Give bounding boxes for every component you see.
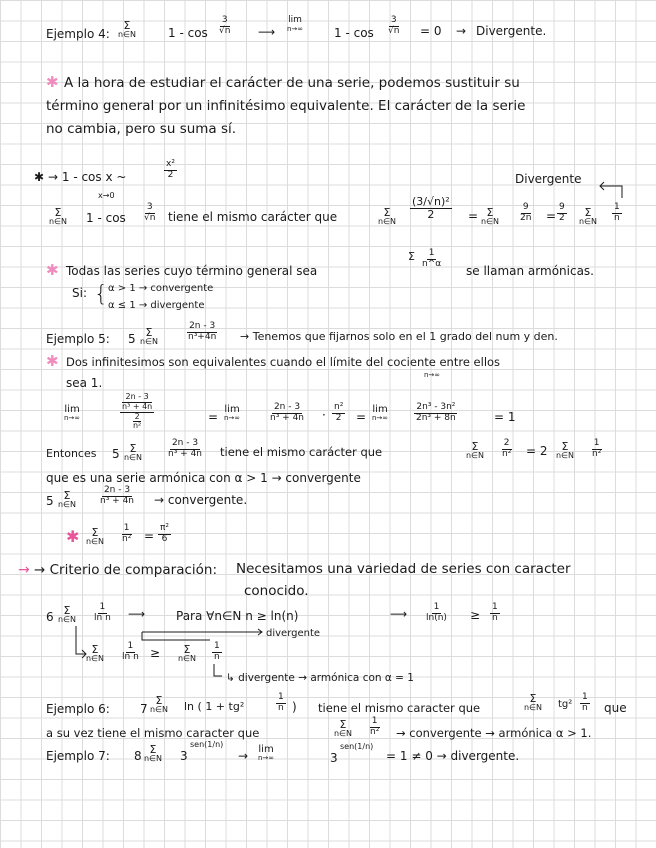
fraction: $\frac{9}{2}$	[559, 202, 565, 223]
hook-arrow	[600, 186, 622, 198]
fraction: $\frac{2n - 3}{\text{n³+4n}}$	[188, 321, 217, 342]
note-line: término general por un infinitésimo equivalente. El carácter de la serie	[46, 98, 526, 114]
sum-symbol: Σ	[408, 250, 415, 263]
limit: lim n→∞	[224, 404, 241, 422]
equivalence-text: → 1 - cos x ~	[48, 170, 127, 184]
equals: = 2	[526, 444, 548, 458]
term-text: 1 - cos	[334, 26, 374, 40]
criterion-text: conocido.	[244, 583, 309, 599]
coefficient: 5	[128, 332, 136, 346]
sum-symbol: Σ n∈N	[144, 743, 163, 763]
sum-symbol: Σ n∈N	[86, 526, 105, 546]
si-label: Si:	[72, 286, 87, 300]
fraction: $\frac{\text{π²}}{6}$	[160, 523, 170, 544]
fraction: $\frac{1}{n}$	[278, 692, 284, 713]
example-7-label: Ejemplo 7:	[46, 749, 110, 763]
entonces: Entonces	[46, 447, 97, 460]
sum-symbol: Σ n∈N	[178, 643, 197, 663]
para-text: Para ∀n∈N n ≥ ln(n)	[176, 609, 299, 623]
convergent-result: → convergente.	[154, 493, 248, 507]
base: 3	[180, 749, 188, 763]
arrow: ⟶	[390, 607, 408, 621]
sum-symbol: Σ n∈N	[556, 440, 575, 460]
example-5-label: Ejemplo 5:	[46, 332, 110, 346]
fraction: $\frac{1}{n}$	[582, 692, 588, 713]
l-arrow	[214, 664, 222, 676]
asterisk-icon: ✱	[66, 527, 80, 546]
sum-symbol: Σ n∈N	[58, 489, 77, 509]
sum-symbol: Σ n∈N	[86, 643, 105, 663]
sum-symbol: Σ n∈N	[334, 718, 353, 738]
text: tiene el mismo carácter que	[168, 210, 338, 224]
condition: x→0	[98, 191, 115, 200]
note-line: Dos infinitesimos son equivalentes cuando el límite del cociente entre ellos	[66, 355, 501, 369]
convergent-result: → convergente → armónica α > 1.	[396, 726, 592, 740]
exponent: sen(1/n)	[190, 740, 224, 749]
equals: =	[356, 410, 367, 424]
fraction: $\frac{1}{\text{ln n}}$	[94, 602, 111, 623]
limit-subscript: n→∞	[424, 371, 441, 379]
equals: =	[144, 529, 155, 543]
arrow: ⟶	[258, 25, 276, 39]
ge: ≥	[150, 646, 161, 660]
fraction: $\frac{3}{√n}$	[388, 15, 400, 36]
divergente-label: divergente	[266, 628, 321, 639]
fraction: $\frac{1}{n\^{}\alpha}$	[422, 248, 442, 269]
case-convergent: α > 1 → convergente	[108, 283, 214, 294]
fraction: $\frac{2n - 3}{\text{n³ + 4n}}$	[100, 485, 135, 506]
fraction: $\frac{1}{\text{n²}}$	[370, 716, 380, 737]
limit: lim n→∞	[258, 744, 275, 762]
sum-symbol: Σ n∈N	[58, 604, 77, 624]
term-text: 1 - cos	[86, 211, 126, 225]
sum-symbol: Σ n∈N	[49, 206, 68, 226]
divergent-result: ↳ divergente → armónica con α = 1	[226, 672, 414, 684]
compound-fraction: 2n - 3 n³ + 4n 2 n²	[122, 392, 153, 431]
ge: ≥	[470, 608, 481, 622]
fraction: $\frac{1}{n}$	[614, 202, 620, 223]
divergent-result: = 1 ≠ 0 → divergente.	[386, 749, 520, 763]
term-text: ln ( 1 + tg²	[184, 700, 245, 713]
fraction: $\frac{2}{\text{n²}}$	[502, 438, 512, 459]
asterisk-icon: ✱	[46, 261, 59, 279]
fraction: $\frac{9}{2n}$	[520, 202, 532, 223]
example-6-label: Ejemplo 6:	[46, 702, 110, 716]
asterisk-icon: ✱	[46, 352, 59, 370]
note-line: no cambia, pero su suma sí.	[46, 121, 237, 137]
arrow: →	[238, 749, 249, 763]
criterion-title: → → Criterio de comparación:	[18, 562, 218, 578]
arrow-text: → Tenemos que fijarnos solo en el 1 grado del num y den.	[240, 330, 558, 343]
term-text: 1 - cos	[168, 26, 208, 40]
exponent: sen(1/n)	[340, 742, 374, 751]
bracket-arrow	[142, 632, 210, 640]
divergente-label: Divergente	[515, 172, 582, 186]
sum-symbol: Σ n∈N	[524, 692, 543, 712]
bullet-mark: ✱	[34, 170, 45, 184]
sum-symbol: Σ n∈N	[378, 206, 397, 226]
harmonic-text: se llaman armónicas.	[466, 264, 594, 278]
sum-symbol: Σ n∈N	[124, 442, 143, 462]
conclusion: Divergente.	[476, 24, 547, 38]
limit: lim n→∞	[372, 404, 389, 422]
sum-symbol: Σ n∈N	[140, 326, 159, 346]
note-line: A la hora de estudiar el carácter de una serie, podemos sustituir su	[64, 75, 520, 91]
fraction: $\frac{\text{(3/√n)²}}{2}$	[412, 195, 450, 222]
fraction: $\frac{1}{\ln(n)}$	[426, 602, 447, 623]
example-4-label: Ejemplo 4:	[46, 27, 110, 41]
arrow: →	[456, 24, 467, 38]
fraction: $\frac{\text{2n³ - 3n²}}{\text{2n³ + 8n}}$	[416, 402, 456, 423]
fraction: $\frac{1}{\text{n²}}$	[592, 438, 602, 459]
coefficient: 8	[134, 749, 142, 763]
fraction: $\frac{\text{n²}}{2}$	[334, 402, 344, 423]
asterisk-icon: ✱	[46, 73, 59, 91]
fraction: $\frac{3}{√n}$	[144, 202, 156, 223]
equals: =	[468, 209, 479, 223]
arrow: ⟶	[128, 607, 146, 621]
sum-symbol: Σ n∈N	[466, 440, 485, 460]
term-text: tg²	[558, 699, 573, 710]
fraction: $\frac{2n - 3}{\text{n³ + 4n}}$	[168, 438, 203, 459]
fraction: $\frac{\text{x²}}{2}$	[166, 159, 175, 180]
close-paren: )	[292, 700, 297, 714]
text: a su vez tiene el mismo caracter que	[46, 726, 260, 740]
base: 3	[330, 751, 338, 765]
coefficient: 5	[112, 447, 120, 461]
sum-symbol: Σ n∈N	[579, 206, 598, 226]
result: = 1	[494, 410, 516, 424]
sum-symbol: Σ n∈N	[150, 694, 169, 714]
case-divergent: α ≤ 1 → divergente	[108, 300, 205, 311]
coefficient: 7	[140, 702, 148, 716]
harmonic-text: Todas las series cuyo término general sea	[66, 264, 318, 278]
equals: =	[208, 410, 219, 424]
coefficient: 5	[46, 494, 54, 508]
fraction: $\frac{3}{√n}$	[219, 15, 231, 36]
sum-symbol: Σ n∈N	[481, 206, 500, 226]
coefficient: 6	[46, 610, 54, 624]
fraction: $\frac{1}{n}$	[492, 602, 498, 623]
fraction: $\frac{1}{\text{n²}}$	[122, 523, 132, 544]
result: = 0	[420, 24, 442, 38]
harmonic-conclusion: que es una serie armónica con α > 1 → convergente	[46, 471, 361, 485]
limit: lim n→∞	[64, 404, 81, 422]
text: tiene el mismo caracter que	[318, 701, 481, 715]
text: que	[604, 701, 627, 715]
limit: lim n→∞	[287, 15, 304, 33]
fraction: $\frac{1}{\text{ln n}}$	[122, 641, 139, 662]
equals: =	[546, 209, 557, 223]
note-line: sea 1.	[66, 376, 103, 390]
l-arrow	[76, 626, 86, 654]
fraction: $\frac{1}{n}$	[214, 641, 220, 662]
fraction: $\frac{2n - 3}{\text{n³ + 4n}}$	[270, 402, 305, 423]
criterion-text: Necesitamos una variedad de series con caracter	[236, 561, 571, 577]
dot: ·	[322, 408, 326, 422]
text: tiene el mismo carácter que	[220, 445, 383, 459]
brace: {	[94, 282, 108, 307]
sum-symbol: Σ n∈N	[118, 19, 137, 39]
